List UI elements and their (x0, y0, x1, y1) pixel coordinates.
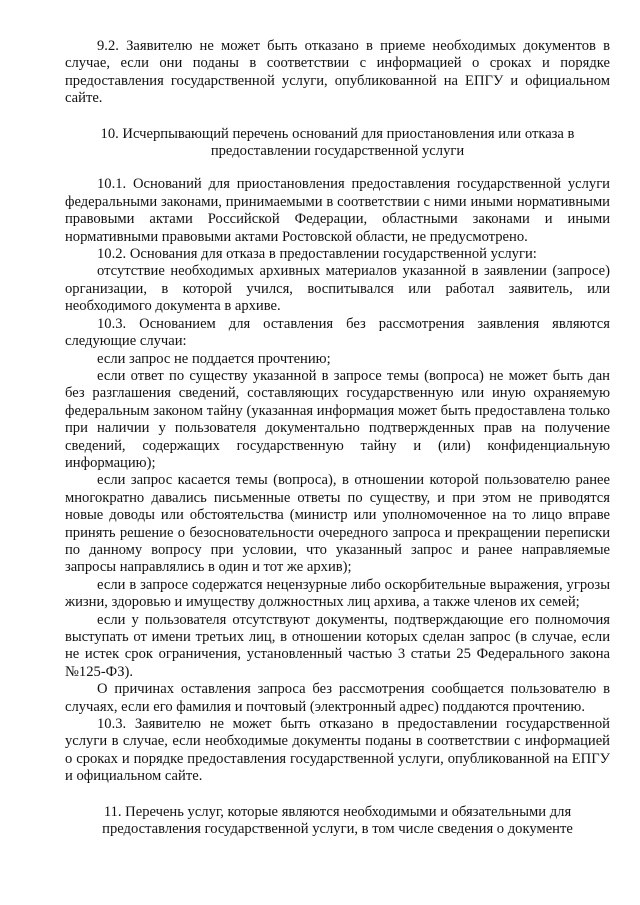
paragraph-10-3-item-c: если запрос касается темы (вопроса), в отношении которой пользователю ранее многократно давались письменные ответы по существу, и при этом не приводятся новые доводы или обстоятельства (министр или уполномоченное на то лицо вправе принять решение о безосновательности очередного запроса и прекращении переписки по данному вопросу при условии, что указанный запрос и ранее направляемые запросы направлялись в один и тот же архив); (65, 472, 610, 576)
paragraph-10-3-note: О причинах оставления запроса без рассмотрения сообщается пользователю в случаях, если его фамилия и почтовый (электронный адрес) поддаются прочтению. (65, 681, 610, 715)
section-heading-10: 10. Исчерпывающий перечень оснований для приостановления или отказа в предоставлении государственной услуги (100, 125, 575, 160)
paragraph-10-3-second: 10.3. Заявителю не может быть отказано в предоставлении государственной услуги в случае, если необходимые документы поданы в соответствии с информацией о сроках и порядке предоставления государственной услуги, опубликованной на ЕПГУ и официальном сайте. (65, 716, 610, 785)
paragraph-10-3-item-e: если у пользователя отсутствуют документы, подтверждающие его полномочия выступать от имени третьих лиц, в отношении которых сделан запрос (в случае, если не истек срок ограничения, установленный частью 3 статьи 25 Федерального закона №125-ФЗ). (65, 611, 610, 680)
section-heading-11: 11. Перечень услуг, которые являются необходимыми и обязательными для предоставления государственной услуги, в том числе сведения о документе (102, 803, 573, 838)
paragraph-10-2-item: отсутствие необходимых архивных материалов указанной в заявлении (запросе) организации, в которой учился, воспитывался или работал заявитель, или необходимого документа в архиве. (65, 263, 610, 315)
paragraph-10-2: 10.2. Основания для отказа в предоставлении государственной услуги: (97, 246, 537, 263)
paragraph-10-3: 10.3. Основанием для оставления без рассмотрения заявления являются следующие случаи: (65, 315, 610, 350)
paragraph-10-3-item-b: если ответ по существу указанной в запросе темы (вопроса) не может быть дан без разглашения сведений, составляющих государственную или иную охраняемую федеральным законом тайну (указанная информация может быть предоставлена только при наличии у пользователя документально подтвержденных прав на получение сведений, содержащих государственную тайну и (или) конфиденциальную информацию); (65, 367, 610, 471)
paragraph-10-3-item-a: если запрос не поддается прочтению; (97, 350, 331, 367)
paragraph-9-2: 9.2. Заявителю не может быть отказано в приеме необходимых документов в случае, если они поданы в соответствии с информацией о сроках и порядке предоставления государственной услуги, опубликованной на ЕПГУ и официальном сайте. (65, 38, 610, 107)
paragraph-10-3-item-d: если в запросе содержатся нецензурные либо оскорбительные выражения, угрозы жизни, здоровью и имуществу должностных лиц архива, а также членов их семей; (65, 576, 610, 611)
paragraph-10-1: 10.1. Оснований для приостановления предоставления государственной услуги федеральными законами, принимаемыми в соответствии с ними иными нормативными правовыми актами Российской Федерации, областными законами и иными нормативными правовыми актами Ростовской области, не предусмотрено. (65, 176, 610, 245)
